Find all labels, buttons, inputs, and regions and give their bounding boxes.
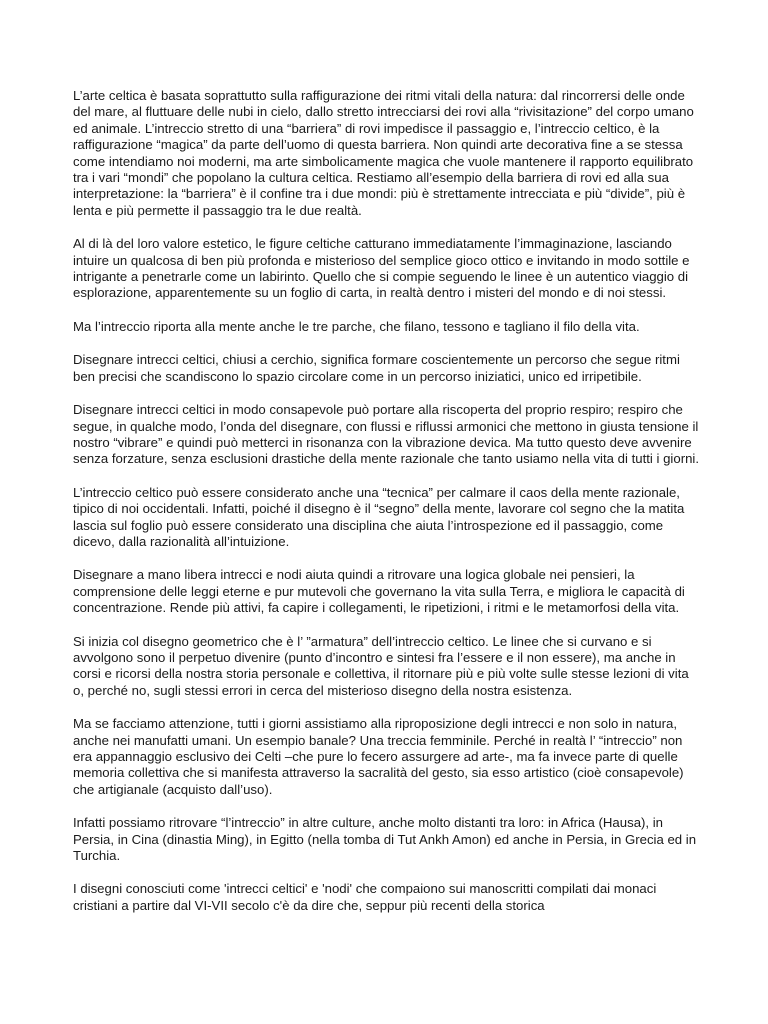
paragraph: Ma se facciamo attenzione, tutti i giorni assistiamo alla riproposizione degli intrecci e non solo in natura, anche nei manufatti umani. Un esempio banale? Una treccia femminile. Perché in realtà l’ “intreccio” non era appannaggio esclusivo dei Celti –che pure lo fecero assurgere ad arte-, ma fa invece parte di quelle memoria collettiva che si manifesta attraverso la sacralità del gesto, sia esso artistico (cioè consapevole) che artigianale (acquisto dall’uso). — [73, 716, 684, 797]
paragraph: L’arte celtica è basata soprattutto sulla raffigurazione dei ritmi vitali della natura: dal rincorrersi delle onde del mare, al fluttuare delle nubi in cielo, dallo stretto intrecciarsi dei rovi alla “rivisitazione” del corpo umano ed animale. L’intreccio stretto di una “barriera” di rovi impedisce il passaggio e, l’intreccio celtico, è la raffigurazione “magica” da parte dell’uomo di questa barriera. Non quindi arte decorativa fine a se stessa come intendiamo noi moderni, ma arte simbolicamente magica che vuole mantenere il rapporto equilibrato tra i vari “mondi” che popolano la cultura celtica. Restiamo all’esempio della barriera di rovi ed alla sua interpretazione: la “barriera” è il confine tra i due mondi: più è strettamente intrecciata e più “divide”, più è lenta e più permette il passaggio tra le due realtà. — [73, 88, 694, 218]
document-page — [73, 88, 699, 931]
paragraph: Disegnare intrecci celtici, chiusi a cerchio, significa formare coscientemente un percorso che segue ritmi ben precisi che scandiscono lo spazio circolare come in un percorso iniziatici, unico ed irripetibile. — [73, 352, 680, 384]
paragraph: Ma l’intreccio riporta alla mente anche le tre parche, che filano, tessono e tagliano il filo della vita. — [73, 318, 640, 334]
paragraph: L’intreccio celtico può essere considerato anche una “tecnica” per calmare il caos della mente razionale, tipico di noi occidentali. Infatti, poiché il disegno è il “segno” della mente, lavorare col segno che la matita lascia sul foglio può essere considerato una disciplina che aiuta l’introspezione ed il passaggio, come dicevo, dalla razionalità all’intuizione. — [73, 484, 685, 549]
paragraph: Disegnare a mano libera intrecci e nodi aiuta quindi a ritrovare una logica globale nei pensieri, la comprensione delle leggi eterne e pur mutevoli che governano la vita sulla Terra, e migliora le capacità di concentrazione. Rende più attivi, fa capire i collegamenti, le ripetizioni, i ritmi e le metamorfosi della vita. — [73, 567, 685, 616]
paragraph: Disegnare intrecci celtici in modo consapevole può portare alla riscoperta del proprio respiro; respiro che segue, in qualche modo, l’onda del disegnare, con flussi e riflussi armonici che mettono in giusta tensione il nostro “vibrare” e quindi può metterci in risonanza con la vibrazione devica. Ma tutto questo deve avvenire senza forzature, senza esclusioni drastiche della mente razionale che tanto usiamo nella vita di tutti i giorni. — [73, 402, 700, 467]
paragraph: Infatti possiamo ritrovare “l’intreccio” in altre culture, anche molto distanti tra loro: in Africa (Hausa), in Persia, in Cina (dinastia Ming), in Egitto (nella tomba di Tut Ankh Amon) ed anche in Persia, in Grecia ed in Turchia. — [73, 815, 697, 864]
paragraph: I disegni conosciuti come 'intrecci celtici' e 'nodi' che compaiono sui manoscritti compilati dai monaci cristiani a partire dal VI-VII secolo c'è da dire che, seppur più recenti della storica — [73, 881, 657, 913]
paragraph: Al di là del loro valore estetico, le figure celtiche catturano immediatamente l’immaginazione, lasciando intuire un qualcosa di ben più profonda e misterioso del semplice gioco ottico e invitando in modo sottile e intrigante a penetrarle come un labirinto. Quello che si compie seguendo le linee è un autentico viaggio di esplorazione, apparentemente su un foglio di carta, in realtà dentro i misteri del mondo e di noi stessi. — [73, 236, 690, 301]
paragraph: Si inizia col disegno geometrico che è l’ ”armatura” dell’intreccio celtico. Le linee che si curvano e si avvolgono sono il perpetuo divenire (punto d’incontro e sintesi fra l’essere e il non essere), ma anche in corsi e ricorsi della nostra storia personale e collettiva, il ritornare più e più volte sulle stesse lezioni di vita o, perché no, sugli stessi errori in cerca del misterioso disegno della nostra esistenza. — [73, 633, 689, 698]
